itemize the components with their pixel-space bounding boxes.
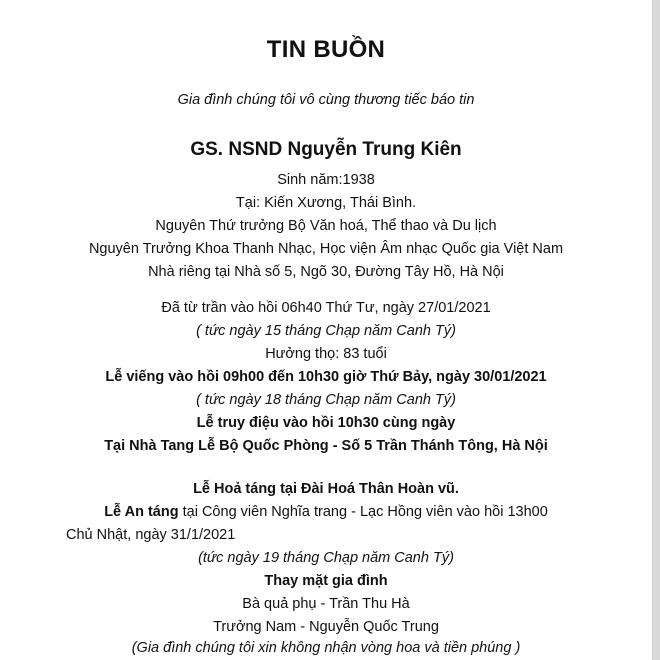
residence: Nhà riêng tại Nhà số 5, Ngõ 30, Đường Tây Hồ, Hà Nội bbox=[148, 264, 504, 280]
passed-away-line: Đã từ trần vào hồi 06h40 Thứ Tư, ngày 27/01/2021 bbox=[161, 300, 491, 316]
deceased-name: GS. NSND Nguyễn Trung Kiên bbox=[190, 139, 462, 160]
notice-title: TIN BUỒN bbox=[266, 36, 386, 63]
burial-date: Chủ Nhật, ngày 31/1/2021 bbox=[66, 527, 236, 543]
intro-line: Gia đình chúng tôi vô cùng thương tiếc báo tin bbox=[177, 92, 475, 108]
birth-year: Sinh năm:1938 bbox=[277, 172, 375, 188]
birthplace: Tại: Kiến Xương, Thái Bình. bbox=[235, 195, 417, 211]
former-position-1: Nguyên Thứ trưởng Bộ Văn hoá, Thể thao và Du lịch bbox=[155, 218, 497, 234]
lunar-death-date: ( tức ngày 15 tháng Chạp năm Canh Tý) bbox=[196, 323, 456, 339]
burial-label: Lễ An táng bbox=[104, 504, 179, 520]
visitation-line: Lễ viếng vào hồi 09h00 đến 10h30 giờ Thứ Bảy, ngày 30/01/2021 bbox=[105, 369, 547, 385]
former-position-2: Nguyên Trưởng Khoa Thanh Nhạc, Học viện Âm nhạc Quốc gia Việt Nam bbox=[88, 241, 564, 257]
widow-line: Bà quả phụ - Trần Thu Hà bbox=[242, 596, 410, 612]
family-heading: Thay mặt gia đình bbox=[264, 573, 388, 589]
age-line: Hưởng thọ: 83 tuổi bbox=[265, 346, 387, 362]
burial-line bbox=[0, 502, 652, 522]
lunar-burial-date: (tức ngày 19 tháng Chạp năm Canh Tý) bbox=[198, 550, 454, 566]
eldest-son-line: Trưởng Nam - Nguyễn Quốc Trung bbox=[213, 619, 439, 635]
burial-text: tại Công viên Nghĩa trang - Lạc Hồng viên vào hồi 13h00 bbox=[178, 504, 548, 520]
venue-line: Tại Nhà Tang Lễ Bộ Quốc Phòng - Số 5 Trần Thánh Tông, Hà Nội bbox=[104, 438, 548, 454]
cremation-line: Lễ Hoả táng tại Đài Hoá Thân Hoàn vũ. bbox=[193, 481, 459, 497]
lunar-visitation-date: ( tức ngày 18 tháng Chạp năm Canh Tý) bbox=[196, 392, 456, 408]
memorial-line: Lễ truy điệu vào hồi 10h30 cùng ngày bbox=[196, 415, 456, 431]
closing-note: (Gia đình chúng tôi xin không nhận vòng hoa và tiền phúng ) bbox=[131, 640, 521, 656]
